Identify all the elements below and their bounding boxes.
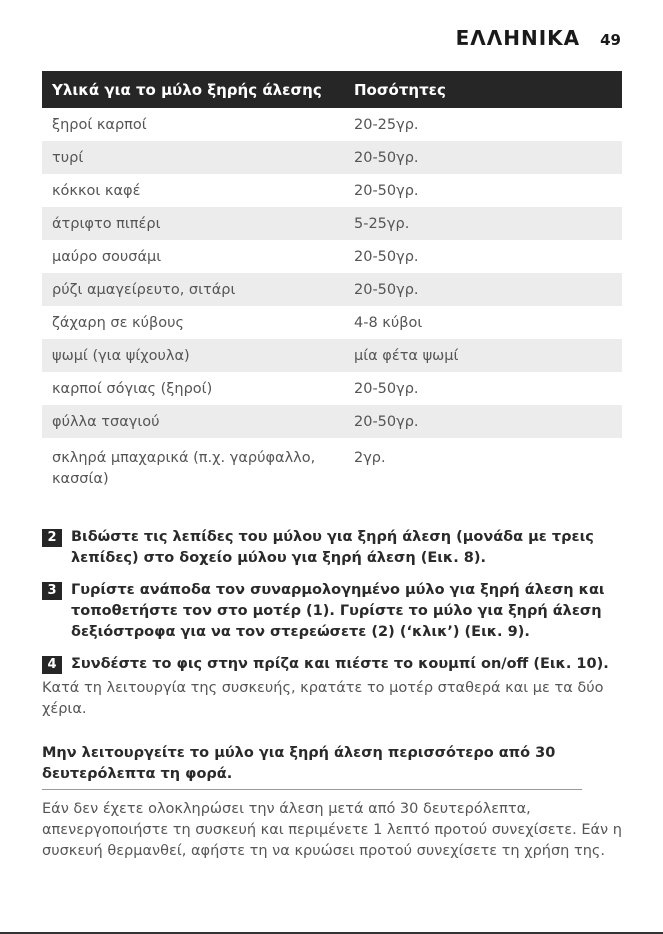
- page-number: 49: [600, 31, 621, 49]
- table-row: [42, 339, 622, 372]
- quantity-cell: 20-50γρ.: [344, 141, 622, 174]
- ingredient-cell: άτριφτο πιπέρι: [42, 207, 344, 240]
- step-text: Βιδώστε τις λεπίδες του μύλου για ξηρή άλεση (μονάδα με τρεις λεπίδες) στο δοχείο μύλου για ξηρή άλεση (Εικ. 8).: [71, 529, 594, 566]
- step-4-note: Κατά τη λειτουργία της συσκευής, κρατάτε το μοτέρ σταθερά και με τα δύο χέρια.: [42, 680, 604, 717]
- language-label: ΕΛΛΗΝΙΚΑ: [455, 26, 581, 50]
- table-header-row: [42, 71, 622, 108]
- ingredient-cell: ξηροί καρποί: [52, 116, 147, 133]
- quantity-cell: 20-50γρ.: [344, 405, 622, 438]
- table-row: [42, 207, 622, 240]
- column-header-ingredients: Υλικά για το μύλο ξηρής άλεσης: [42, 71, 344, 108]
- ingredient-cell: ρύζι αμαγείρευτο, σιτάρι: [42, 273, 344, 306]
- instruction-paragraph: Εάν δεν έχετε ολοκληρώσει την άλεση μετά από 30 δευτερόλεπτα, απενεργοποιήστε τη συσκευή και περιμένετε 1 λεπτό προτού συνεχίσετε. Εάν η συσκευή θερμανθεί, αφήστε τη να κρυώσει προτού συνεχίσετε τη χρήση της.: [42, 801, 622, 859]
- ingredient-cell: μαύρο σουσάμι: [52, 248, 162, 265]
- quantity-cell: 20-50γρ.: [354, 182, 419, 199]
- quantity-cell: 20-50γρ.: [354, 248, 419, 265]
- quantity-cell: 4-8 κύβοι: [354, 314, 423, 331]
- table-row: [42, 273, 622, 306]
- table-row: [42, 306, 622, 339]
- step-number-badge: 4: [42, 656, 62, 674]
- ingredient-cell: ψωμί (για ψίχουλα): [42, 339, 344, 372]
- table-row: [42, 174, 622, 207]
- warning-underline: [42, 789, 582, 790]
- ingredient-cell: τυρί: [42, 141, 344, 174]
- quantity-cell: 20-25γρ.: [354, 116, 419, 133]
- ingredient-cell: ζάχαρη σε κύβους: [52, 314, 184, 331]
- step-3: [42, 580, 624, 643]
- ingredient-cell: κόκκοι καφέ: [52, 182, 141, 199]
- quantity-cell: μία φέτα ψωμί: [344, 339, 622, 372]
- table-row: [42, 405, 622, 438]
- ingredient-cell: φύλλα τσαγιού: [42, 405, 344, 438]
- step-number-badge: 2: [42, 529, 62, 547]
- column-header-quantities: Ποσότητες: [344, 71, 622, 108]
- step-text: Γυρίστε ανάποδα τον συναρμολογημένο μύλο για ξηρή άλεση και τοποθετήστε τον στο μοτέρ (1). Γυρίστε το μύλο για ξηρή άλεση δεξιόστροφα για να τον στερεώσετε (2) (‘κλικ’) (Εικ. 9).: [71, 582, 605, 640]
- instruction-steps: [42, 527, 624, 720]
- ingredient-cell: σκληρά μπαχαρικά (π.χ. γαρύφαλλο, κασσία): [52, 450, 316, 487]
- table-row: [42, 108, 622, 141]
- quantity-cell: 5-25γρ.: [344, 207, 622, 240]
- step-2: [42, 527, 624, 569]
- quantity-cell: 20-50γρ.: [344, 273, 622, 306]
- step-text: Συνδέστε το φις στην πρίζα και πιέστε το κουμπί on/off (Εικ. 10).: [71, 656, 609, 672]
- step-number-badge: 3: [42, 582, 62, 600]
- ingredient-cell: καρποί σόγιας (ξηροί): [52, 380, 213, 397]
- table-row: [42, 438, 622, 504]
- table-row: [42, 372, 622, 405]
- step-4: [42, 654, 624, 675]
- table-row: [42, 141, 622, 174]
- ingredients-table: [42, 71, 622, 504]
- table-row: [42, 240, 622, 273]
- page-header: [456, 26, 621, 50]
- quantity-cell: 20-50γρ.: [354, 380, 419, 397]
- warning-text: Μην λειτουργείτε το μύλο για ξηρή άλεση περισσότερο από 30 δευτερόλεπτα τη φορά.: [42, 745, 556, 782]
- quantity-cell: 2γρ.: [354, 450, 386, 466]
